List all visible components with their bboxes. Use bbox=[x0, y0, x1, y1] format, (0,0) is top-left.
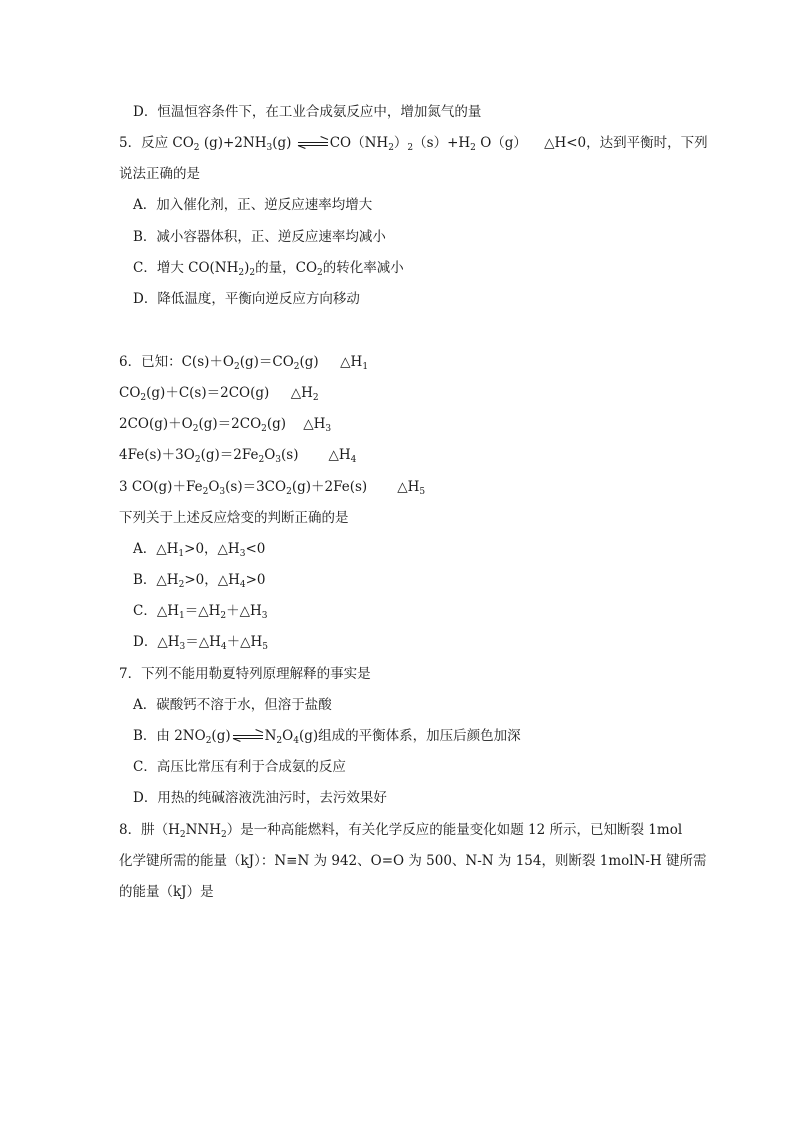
q5-option-a: A．加入催化剂，正、逆反应速率均增大 bbox=[133, 197, 373, 213]
q8-stem-line1: 8．肼$(H_2NNH_2)$是一种高能燃料，有关化学反应的能量变化如题 12 所示，已知断裂 1mol bbox=[119, 822, 683, 840]
q8-stem-line3: 的能量（kJ）是 bbox=[119, 884, 214, 900]
q7-option-a: A．碳酸钙不溶于水，但溶于盐酸 bbox=[133, 697, 332, 713]
q6-option-c: C．$\triangle H_1=\triangle H_2+\triangle H_3$ bbox=[133, 603, 268, 621]
q7-option-b: B．由 $2NO_2(g)$ $N_2O_4(g)$组成的平衡体系，加压后颜色加深 bbox=[133, 728, 521, 746]
q7-option-c: C．高压比常压有利于合成氨的反应 bbox=[133, 759, 346, 775]
q5-stem: 5．反应 $CO_2$ $(g)+2NH_3(g)$ $CO(NH_2)_2(s)+H_2$ O（g） △H<0，达到平衡时，下列 bbox=[119, 135, 708, 153]
q7-option-d: D．用热的纯碱溶液洗油污时，去污效果好 bbox=[133, 790, 387, 806]
q6-option-d: D．$\triangle H_3=\triangle H_4+\triangle H_5$ bbox=[133, 634, 268, 652]
q8-stem-line2: 化学键所需的能量（kJ）：N≡N 为 942、O=O 为 500、N-N 为 154，则断裂 1molN-H 键所需 bbox=[119, 853, 707, 869]
q6-reaction-4: $4Fe(s)+3O_2(g)=2Fe_2O_3(s)$ $\triangle H_4$ bbox=[119, 447, 357, 465]
q5-option-d: D．降低温度，平衡向逆反应方向移动 bbox=[133, 291, 360, 307]
q5-stem-line2: 说法正确的是 bbox=[119, 166, 200, 182]
q7-stem: 7．下列不能用勒夏特列原理解释的事实是 bbox=[119, 666, 371, 682]
q4-option-d: D．恒温恒容条件下，在工业合成氨反应中，增加氮气的量 bbox=[133, 104, 482, 120]
q6-option-b: B．$\triangle H_2>0$，$\triangle H_4>0$ bbox=[133, 572, 266, 590]
q6-option-a: A．$\triangle H_1>0$，$\triangle H_3<0$ bbox=[133, 541, 266, 559]
q6-reaction-5: 3 $CO(g)+Fe_2O_3(s)=3CO_2(g)+2Fe(s)$ $\triangle H_5$ bbox=[119, 479, 426, 497]
equilibrium-arrow-icon bbox=[298, 140, 328, 148]
q6-reaction-3: $2CO(g)+O_2(g)=2CO_2(g)$ $\triangle H_3$ bbox=[119, 416, 332, 434]
q6-reaction-2: $CO_2(g)+C(s)=2CO(g)$ $\triangle H_2$ bbox=[119, 385, 319, 403]
equilibrium-arrow-icon bbox=[233, 733, 263, 741]
q5-option-b: B．减小容器体积，正、逆反应速率均减小 bbox=[133, 229, 386, 245]
q5-option-c: C．增大 $CO(NH_2)_2$的量，$CO_2$的转化率减小 bbox=[133, 260, 404, 278]
q6-question: 下列关于上述反应焓变的判断正确的是 bbox=[119, 510, 349, 526]
q6-reaction-1: 6．已知：$C(s)+O_2(g)=CO_2(g)$ $\triangle H_1$ bbox=[119, 354, 369, 372]
